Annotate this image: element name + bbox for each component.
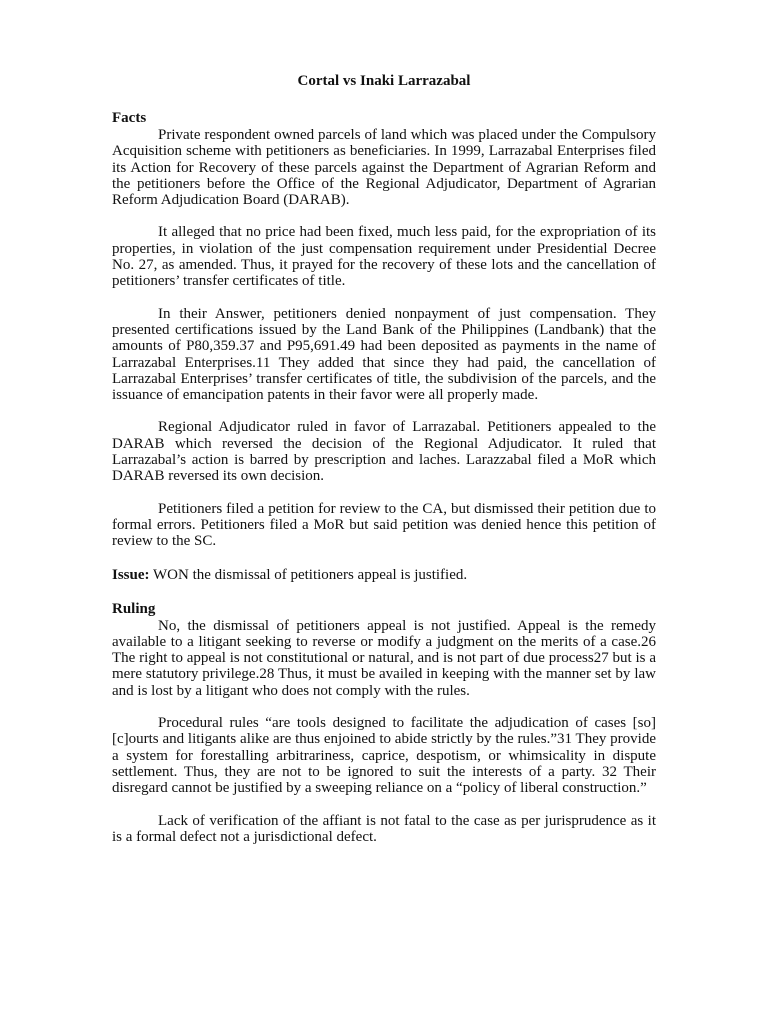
facts-heading: Facts — [112, 110, 147, 126]
issue-label: Issue: — [112, 566, 150, 583]
facts-paragraph-1: Private respondent owned parcels of land which was placed under the Compulsory Acquisition scheme with petitioners as beneficiaries. In 1999, Larrazabal Enterprises filed its Action for Recovery of these parcels against the Department of Agrarian Reform and the petitioners before the Office of the Regional Adjudicator, Department of Agrarian Reform Adjudication Board (DARAB). — [112, 127, 656, 209]
ruling-heading: Ruling — [112, 600, 156, 617]
facts-paragraph-3: In their Answer, petitioners denied nonpayment of just compensation. They presented certifications issued by the Land Bank of the Philippines (Landbank) that the amounts of P80,359.37 and P95,691.49 had been deposited as payments in the name of Larrazabal Enterprises.11 They added that since they had paid, the cancellation of Larrazabal Enterprises’ transfer certificates of title, the subdivision of the parcels, and the issuance of emancipation patents in their favor were all properly made. — [112, 305, 656, 404]
facts-paragraph-4: Regional Adjudicator ruled in favor of Larrazabal. Petitioners appealed to the DARAB which reversed the decision of the Regional Adjudicator. It ruled that Larrazabal’s action is barred by prescription and laches. Larazzabal filed a MoR which DARAB reversed its own decision. — [112, 419, 656, 485]
issue-section — [112, 566, 656, 584]
ruling-paragraph-2: Procedural rules “are tools designed to facilitate the adjudication of cases [so] [c]ourts and litigants alike are thus enjoined to abide strictly by the rules.”31 They provide a system for forestalling arbitrariness, caprice, despotism, or whimsicality in dispute settlement. Thus, they are not to be ignored to suit the interests of a party. 32 Their disregard cannot be justified by a sweeping reliance on a “policy of liberal construction.” — [112, 715, 656, 797]
document-title: Cortal vs Inaki Larrazabal — [297, 73, 471, 89]
ruling-section — [112, 600, 656, 846]
facts-section — [112, 109, 656, 550]
issue-text: WON the dismissal of petitioners appeal is justified. — [149, 566, 468, 583]
facts-paragraph-5: Petitioners filed a petition for review to the CA, but dismissed their petition due to formal errors. Petitioners filed a MoR but said petition was denied hence this petition of review to the SC. — [112, 500, 656, 550]
ruling-paragraph-1: No, the dismissal of petitioners appeal is not justified. Appeal is the remedy available to a litigant seeking to reverse or modify a judgment on the merits of a case.26 The right to appeal is not constitutional or natural, and is not part of due process27 but is a mere statutory privilege.28 Thus, it must be availed in keeping with the manner set by law and is lost by a litigant who does not comply with the rules. — [112, 617, 656, 699]
facts-paragraph-2: It alleged that no price had been fixed, much less paid, for the expropriation of its properties, in violation of the just compensation requirement under Presidential Decree No. 27, as amended. Thus, it prayed for the recovery of these lots and the cancellation of petitioners’ transfer certificates of title. — [112, 224, 656, 290]
ruling-paragraph-3: Lack of verification of the affiant is not fatal to the case as per jurisprudence as it is a formal defect not a jurisdictional defect. — [112, 812, 656, 845]
